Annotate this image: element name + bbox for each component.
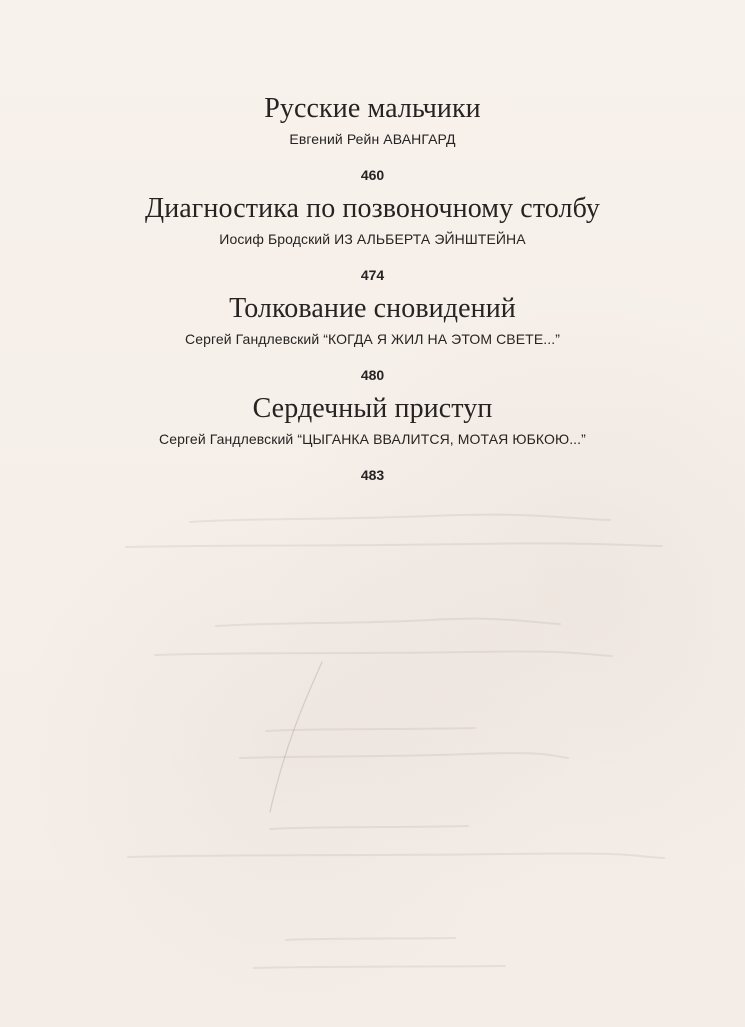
author-name: Сергей Гандлевский <box>184 331 320 347</box>
chapter-title: Толкование сновидений <box>229 293 516 324</box>
chapter-title: Русские мальчики <box>264 93 481 124</box>
chapter-subtitle <box>0 329 745 349</box>
toc-entry <box>0 392 745 484</box>
work-title: “ЦЫГАНКА ВВАЛИТСЯ, МОТАЯ ЮБКОЮ...” <box>297 431 586 447</box>
toc-entry <box>0 192 745 284</box>
toc-entry <box>0 292 745 384</box>
chapter-subtitle <box>0 429 745 449</box>
author-name: Иосиф Бродский <box>219 231 331 247</box>
chapter-subtitle <box>0 229 745 249</box>
table-of-contents <box>0 92 745 484</box>
page-number: 474 <box>360 267 385 283</box>
toc-entry <box>0 92 745 184</box>
work-title: ИЗ АЛЬБЕРТА ЭЙНШТЕЙНА <box>334 231 526 247</box>
chapter-title: Диагностика по позвоночному столбу <box>145 193 600 224</box>
chapter-subtitle <box>0 129 745 149</box>
chapter-title: Сердечный приступ <box>252 393 493 424</box>
page-number: 460 <box>360 167 385 183</box>
author-name: Сергей Гандлевский <box>159 431 294 447</box>
work-title: “КОГДА Я ЖИЛ НА ЭТОМ СВЕТЕ...” <box>323 331 560 347</box>
author-name: Евгений Рейн <box>289 131 380 147</box>
page-number: 483 <box>360 467 385 483</box>
work-title: АВАНГАРД <box>383 131 456 147</box>
page-number: 480 <box>360 367 385 383</box>
